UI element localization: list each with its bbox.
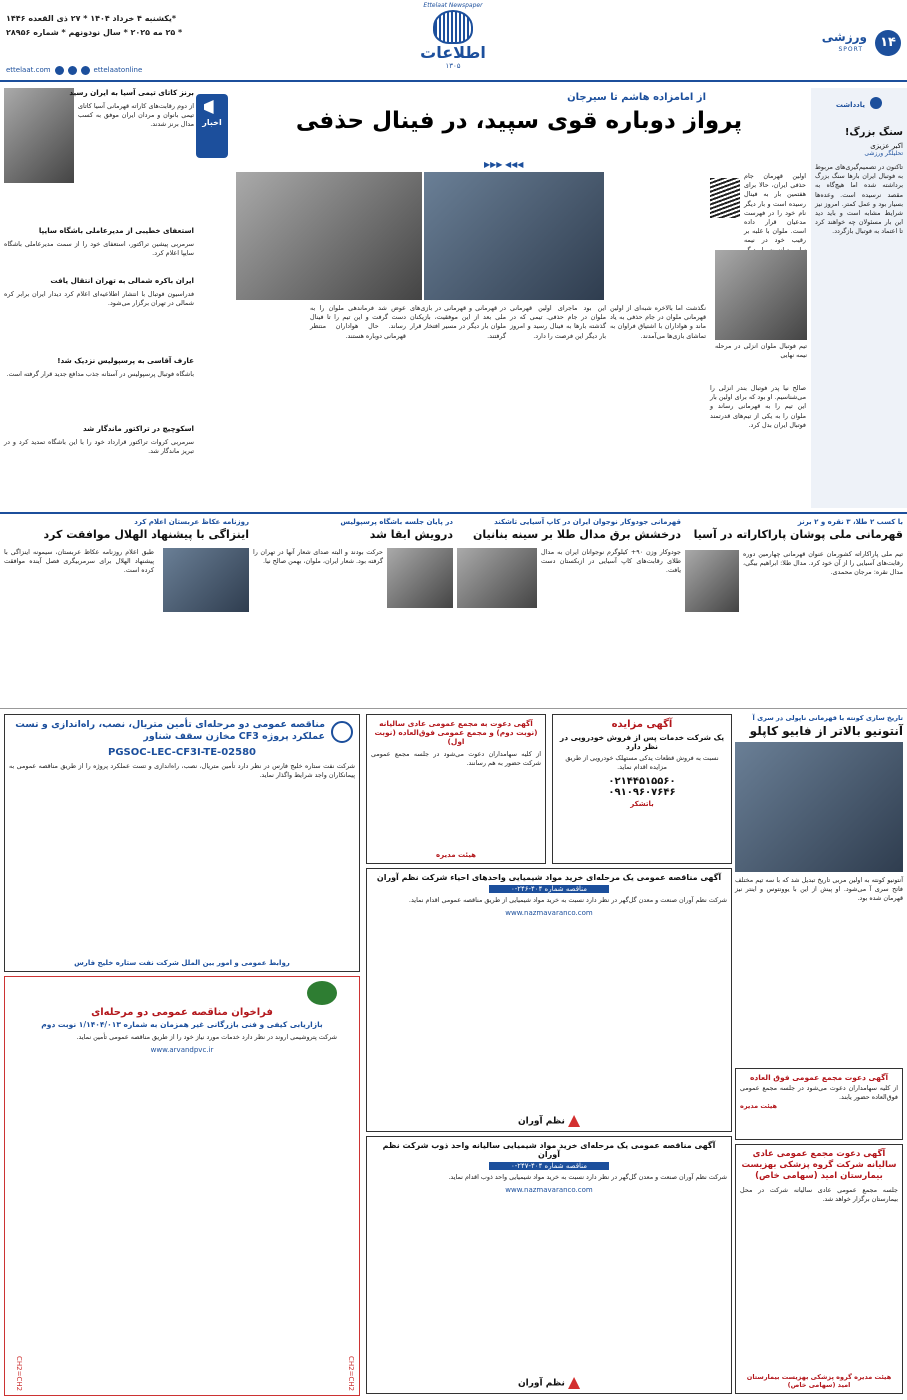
ad-nazm1-title: آگهی مناقصه عمومی یک مرحله‌ای خرید مواد شیمیایی واحدهای احیاء شرکت نظم آوران [376,873,722,882]
nazm-logo-icon [568,1115,580,1127]
ad-auction-phone-2: ۰۹۱۰۹۶۰۷۶۴۶ [608,787,676,799]
bottom-story-1-body: تیم ملی پاراکاراته کشورمان عنوان قهرمانی چهارمین دوره رقابت‌های آسیایی را از آن خود کرد. مدال طلا: ابراهیم بیگی، مدال نقره: مرجان محمدی. [743,550,903,577]
brief-item-1-title: برنز کاتای تیمی آسیا به ایران رسید [69,88,194,97]
bottom-story-1 [685,518,903,698]
brief-item-5-body: سرمربی کروات تراکتور قرارداد خود را با این باشگاه تمدید کرد و در تبریز ماندگار شد. [4,438,194,456]
ad-auction-phone-1: ۰۲۱۴۴۵۱۵۵۶۰ [608,776,676,788]
left-story-body: آنتونیو کونته به اولین مربی تاریخ تبدیل شد که با سه تیم مختلف فاتح سری آ می‌شود. او پیش از این با یوونتوس و اینتر نیز قهرمان شده بود. [735,876,903,903]
karate-team-photo [4,88,74,183]
ad-assembly-1-footer: هیئت مدیره [436,851,476,859]
main-col-1: اولین قهرمان جام حذفی ایران، حالا برای هفتمین بار به فینال رسیده است و بار دیگر نام خود را در فهرست مدعیان قرار داده است. ملوان با غلبه بر رقیب خود در نیمه [744,172,806,245]
bottom-story-3-kicker: در پایان جلسه باشگاه پرسپولیس [340,518,453,526]
page-header [0,0,907,82]
ad-assembly-1-body: از کلیه سهامداران دعوت می‌شود در جلسه مجمع عمومی شرکت حضور به هم رسانند. [371,750,541,768]
ad-assembly-2-body: از کلیه سهامداران دعوت می‌شود در جلسه مجمع عمومی فوق‌العاده حضور یابند. [740,1084,898,1102]
ad-pgsoc-footer: روابط عمومی و امور بین الملل شرکت نفت ستاره خلیج فارس [74,959,290,967]
mid-rule [0,512,907,514]
bottom-story-3 [253,518,453,698]
ad-nazm2-code: مناقصه شماره ۴۰۴-۲۴۷-۰ [489,1162,609,1170]
note-column [811,88,907,508]
nazm-logo-icon [568,1377,580,1389]
ad-arvand-site[interactable]: www.arvandpvc.ir [150,1046,214,1055]
ad-arvand-title: فراخوان مناقصه عمومی دو مرحله‌ای [91,1007,273,1018]
note-tag: یادداشت [815,92,903,111]
ads-rule [0,708,907,709]
ad-auction-title: آگهی مزایده [611,719,673,730]
bottom-story-4 [4,518,249,698]
brief-item-3-title: ایران باکره شمالی به تهران انتقال یافت [50,276,194,285]
ad-behzist-assembly [735,1144,903,1394]
ad-auction [552,714,732,864]
ad-auction-body: نسبت به فروش قطعات یدکی مستهلک خودرویی از طریق مزایده اقدام نماید. [565,754,719,772]
brief-item-2-body: سرمربی پیشین تراکتور، استعفای خود را از سمت مدیرعاملی باشگاه سایپا اعلام کرد. [4,240,194,258]
note-title: سنگ بزرگ! [844,127,903,138]
masthead-year: ۱۳۰۵ [445,62,461,70]
main-col-4: این بود ماجرای اولین قهرمانی ملوان در جام حذفی. تیمی که در گذشته بارها به فینال رسید و امروز بار دیگر این فرصت را دارد. [510,304,606,340]
note-author-role: تحلیلگر ورزشی [864,150,903,157]
social-bar [6,64,142,76]
napoli-photo [735,742,903,872]
brief-item-2-title: استعفای خطیبی از مدیرعاملی باشگاه سایپا [38,226,194,235]
news-brief-column [4,88,194,508]
ad-assembly-2-footer: هیئت مدیره [740,1102,778,1111]
main-col-2: صالح نیا پدر فوتبال بندر انزلی را می‌شناسیم. او بود که برای اولین بار این تیم را به قهرمانی رساند و ملوان را به یکی از تیم‌های قدرتمند فوتبال ایران بدل کرد. [710,384,806,429]
masthead-en: Ettelaat Newspaper [423,2,483,9]
left-story-title: آنتونیو بالاتر از فابیو کاپلو [749,724,903,738]
ad-nazm1-brand: نظم آوران [467,1115,631,1127]
ad-behzist-title: آگهی دعوت مجمع عمومی عادی سالیانه شرکت گروه پزشکی بهزیست بیمارستان امید (سهامی خاص) [741,1149,897,1181]
ad-pgsoc-body: شرکت نفت ستاره خلیج فارس در نظر دارد تأمین متریال، نصب، راه‌اندازی و تست عملکرد پروژه را از طریق مناقصه عمومی به پیمانکاران واجد شرایط واگذار نماید. [9,762,355,780]
ad-nazm2-title: آگهی مناقصه عمومی یک مرحله‌ای خرید مواد شیمیایی سالیانه واحد ذوب شرکت نظم آوران [382,1141,716,1159]
header-rule [0,80,907,82]
ad-nazm2-body: شرکت نظم آوران صنعت و معدن گل‌گهر در نظر دارد نسبت به خرید مواد شیمیایی واحد ذوب اقدام نماید. [448,1173,727,1181]
left-story-conte [735,714,903,1064]
ad-arvand-logo-icon [307,981,337,1005]
wing-logo-icon [710,178,740,218]
masthead-title: اطلاعات [420,43,486,62]
main-story-headline: پرواز دوباره قوی سپید، در فینال حذفی [295,108,743,134]
ad-behzist-body: جلسه مجمع عمومی عادی سالیانه شرکت در محل بیمارستان برگزار خواهد شد. [740,1186,898,1204]
ad-arvand-side-right: CH2=CH2 [347,1355,355,1391]
ad-assembly-2-title: آگهی دعوت مجمع عمومی فوق العاده [749,1073,889,1082]
bottom-story-4-body: طبق اعلام روزنامه عکاظ عربستان، سیمونه اینزاگی با پیشنهاد الهلال برای سرمربیگری فصل آینده موافقت کرده است. [4,548,154,575]
news-brief-tag: اخبار [196,94,228,158]
bottom-story-4-title: اینزاگی با پیشنهاد الهلال موافقت کرد [43,528,249,541]
darvish-photo [387,548,453,608]
ad-auction-subtitle: یک شرکت خدمات پس از فروش خودرویی در نظر دارد [559,733,725,751]
ad-assembly-1 [366,714,546,864]
note-body: تاکنون در تصمیم‌گیری‌های مربوط به فوتبال ایران بارها سنگ بزرگ برداشته شده اما هیچ‌گاه به مقصد نرسیده است. وعده‌ها بسیار بود و عمل کمتر. امروز نیز شرایط مشابه است و باید دید این بار مسئولان چه خواهند کرد تا اعتماد به فوتبال بازگردد. [815,163,903,236]
note-author: اکبر عزیزی [870,142,903,150]
bottom-story-2-kicker: قهرمانی جودوکار نوجوان ایران در کاپ آسیایی تاشکند [494,518,681,526]
ad-pgsoc-logo-icon [331,721,353,743]
telegram-icon[interactable] [55,66,64,75]
ad-nazmavaran-1 [366,868,732,1132]
ad-nazm2-brand: نظم آوران [467,1377,631,1389]
left-story-kicker: تاریخ سازی کونته با قهرمانی ناپولی در سری آ [752,714,903,722]
bottom-story-3-body: حرکت بودند و البته صدای شعار آنها در تهران را گرفته بود. شعار ایران، ملوان، بهمن صالح نیا. [253,548,383,566]
brief-item-3-body: فدراسیون فوتبال با انتشار اطلاعیه‌ای اعلام کرد دیدار ایران برابر کره شمالی در تهران برگزار می‌شود. [4,290,194,308]
para-karate-photo [685,550,739,612]
brief-item-4-title: عارف آقاسی به پرسپولیس نزدیک شد! [57,356,194,365]
bottom-story-3-title: درویش ابقا شد [369,528,453,541]
megaphone-icon [204,100,220,114]
twitter-icon[interactable] [81,66,90,75]
ad-assembly-1-title: آگهی دعوت به مجمع عمومی عادی سالیانه (نوبت دوم) و مجمع عمومی فوق‌العاده (نوبت اول) [374,719,538,746]
team-photo-historic [236,172,422,300]
brief-item-1-body: از دوم رقابت‌های کاراته قهرمانی آسیا کاتای تیمی بانوان و مردان ایران موفق به کسب مدال برنز شدند. [78,102,194,129]
pen-icon [870,97,882,109]
date-line-2: * ۲۵ مه ۲۰۲۵ * سال نودونهم * شماره ۲۸۹۵۶ [6,28,183,37]
section-title: ورزشی [821,30,867,44]
instagram-icon[interactable] [68,66,77,75]
bottom-story-4-kicker: روزنامه عکاظ عربستان اعلام کرد [134,518,249,526]
ad-pgsoc-tender [4,714,360,972]
bottom-story-2 [457,518,681,698]
bottom-story-2-title: درخشش برق مدال طلا بر سینه بنانیان [473,528,681,541]
ad-arvand-body: شرکت پتروشیمی اروند در نظر دارد خدمات مورد نیاز خود را از طریق مناقصه عمومی تأمین نماید. [76,1033,337,1041]
ad-nazmavaran-2 [366,1136,732,1394]
ad-arvand-side-left: CH2=CH2 [15,1355,23,1391]
ad-behzist-footer: هیئت مدیره گروه پزشکی بهزیست بیمارستان امید (سهامی خاص) [746,1373,892,1389]
social-handle[interactable]: ettelaatonline [93,66,143,74]
ad-arvand-tender [4,976,360,1396]
ad-nazm1-body: شرکت نظم آوران صنعت و معدن گل‌گهر در نظر دارد نسبت به خرید مواد شیمیایی از طریق مناقصه عمومی اقدام نماید. [408,896,727,904]
main-story-kicker: از امامزاده هاشم تا سیرجان [567,92,706,103]
website-link[interactable]: ettelaat.com [6,66,51,74]
ad-pgsoc-code: PGSOC-LEC-CF3I-TE-02580 [107,747,256,758]
team-photo-current [424,172,604,300]
ad-nazm1-code: مناقصه شماره ۴۰۴-۲۴۶-۰ [489,885,609,893]
page-number-badge: ۱۴ [875,30,901,56]
brief-item-5-title: اسکوچیچ در تراکتور ماندگار شد [83,424,194,433]
section-title-en: SPORT [838,46,863,53]
judo-photo [457,548,537,608]
bottom-story-2-body: جودوکار وزن ۹۰+ کیلوگرم نوجوانان ایران به مدال طلای رقابت‌های کاپ آسیایی در ازبکستان دست یافت. [541,548,681,575]
main-col-6: عوض شد فرماندهی ملوان را به دست گرفت و این تیم را تا فینال رساند. حال هواداران منتظر قهرمانی دوباره هستند. [310,304,406,340]
brief-item-4-body: باشگاه فوتبال پرسپولیس در آستانه جذب مدافع جدید قرار گرفته است. [6,370,194,378]
divider-chevrons-icon: ◀◀◀ ▶▶▶ [484,160,524,169]
ad-nazm1-site[interactable]: www.nazmavaranco.com [505,909,593,918]
ad-assembly-2 [735,1068,903,1140]
date-line-1: *یکشنبه ۴ خرداد ۱۴۰۴ * ۲۷ ذی القعده ۱۴۴۶ [6,14,177,23]
bottom-story-1-title: قهرمانی ملی پوشان پاراکاراته در آسیا [693,528,903,541]
main-col-3: نگذشت اما بالاخره شبه‌ای از اولین قهرمانی ملوان در جام حذفی به یاد ماند و هواداران با اشتیاق فراوان به تماشای بازی‌ها می‌آمدند. [610,304,706,340]
ad-auction-footer: باتشکر [630,800,654,809]
ad-arvand-subtitle: بازاریابی کیفی و فنی بازرگانی غیر همزمان به شماره ۱/۱۴۰۴/۰۱۳ نوبت دوم [41,1020,323,1029]
note-photo [715,250,807,340]
masthead-emblem-icon [433,10,473,44]
ad-nazm2-site[interactable]: www.nazmavaranco.com [505,1186,593,1195]
ad-pgsoc-title: مناقصه عمومی دو مرحله‌ای تأمین متریال، نصب، راه‌اندازی و تست عملکرد پروژه CF3 مخازن سقف شناور [15,719,325,742]
masthead [403,2,503,78]
main-col-5: در قهرمانی و قهرمانی در بازی‌های ملی بعد از این موفقیت، بازیکنان ملوان بار دیگر در مسیر افتخار قرار گرفتند. [410,304,506,340]
note-photo-caption: تیم فوتبال ملوان انزلی در مرحله نیمه نهایی [715,342,807,360]
inzaghi-photo [163,548,249,612]
bottom-story-1-kicker: با کسب ۲ طلا، ۳ نقره و ۲ برنز [797,518,903,526]
